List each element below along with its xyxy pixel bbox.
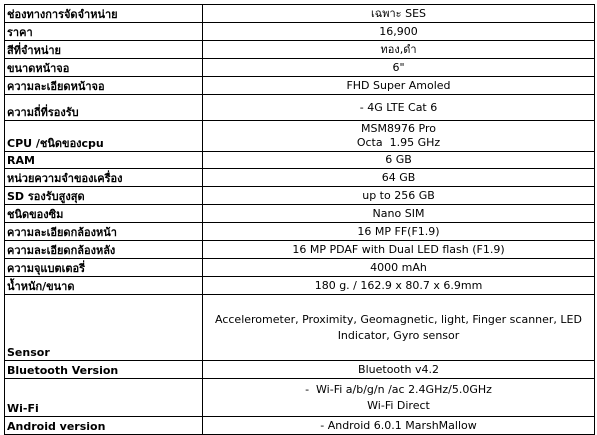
spec-value [203,277,595,295]
spec-value-line: Octa 1.95 GHz [356,136,441,149]
spec-label: CPU /ชนิดของcpu [5,121,203,152]
spec-label: Bluetooth Version [5,361,203,379]
spec-row-sd [5,187,595,205]
spec-row-ram [5,152,595,169]
spec-value [203,379,595,417]
spec-row-screen-resolution [5,77,595,95]
spec-row-front-camera [5,223,595,241]
spec-value [203,169,595,187]
spec-label: ขนาดหน้าจอ [5,59,203,77]
spec-label: ความถี่ที่รองรับ [5,95,203,121]
spec-value [203,95,595,121]
spec-value-line: 6" [392,60,405,74]
spec-row-sensor [5,295,595,361]
spec-label: ความละเอียดกล้องหน้า [5,223,203,241]
spec-row-sim [5,205,595,223]
spec-value-line: เฉพาะ SES [371,6,426,20]
spec-row-battery [5,259,595,277]
spec-value [203,59,595,77]
spec-value-line: - Android 6.0.1 MarshMallow [320,418,477,432]
spec-label: Sensor [5,295,203,361]
spec-value-line: Wi-Fi Direct [367,398,430,412]
spec-value [203,417,595,435]
spec-label: SD รองรับสูงสุด [5,187,203,205]
spec-label: RAM [5,152,203,169]
spec-label: ราคา [5,23,203,41]
spec-value-line: ทอง,ดำ [380,42,417,56]
spec-value-line: Bluetooth v4.2 [358,362,439,376]
spec-row-price [5,23,595,41]
spec-row-cpu [5,121,595,152]
spec-label: Wi-Fi [5,379,203,417]
spec-label: ชนิดของซิม [5,205,203,223]
spec-label: ความจุแบตเตอรี่ [5,259,203,277]
spec-value-line: Accelerometer, Proximity, Geomagnetic, light, Finger scanner, LED Indicator, Gyro sensor [215,312,582,342]
spec-value [203,152,595,169]
spec-value-line: MSM8976 Pro [361,122,436,135]
spec-label: น้ำหนัก/ขนาด [5,277,203,295]
spec-value [203,241,595,259]
spec-value [203,23,595,41]
spec-row-colors [5,41,595,59]
spec-label: ความละเอียดกล้องหลัง [5,241,203,259]
spec-value-line: 180 g. / 162.9 x 80.7 x 6.9mm [314,278,483,292]
spec-value [203,205,595,223]
spec-value [203,259,595,277]
spec-row-bluetooth [5,361,595,379]
spec-value-line: 6 GB [385,153,412,166]
spec-value [203,77,595,95]
spec-value [203,5,595,23]
spec-value [203,41,595,59]
spec-value-line: - 4G LTE Cat 6 [359,100,438,114]
spec-row-android [5,417,595,435]
spec-value-line: FHD Super Amoled [346,78,451,92]
spec-value-line: 4000 mAh [370,260,427,274]
spec-label: Android version [5,417,203,435]
spec-label: ช่องทางการจัดจำหน่าย [5,5,203,23]
spec-row-channel [5,5,595,23]
spec-row-rear-camera [5,241,595,259]
spec-row-screen-size [5,59,595,77]
spec-value [203,121,595,152]
spec-table [4,4,595,435]
spec-value [203,295,595,361]
spec-row-weight-size [5,277,595,295]
spec-label: ความละเอียดหน้าจอ [5,77,203,95]
spec-value [203,223,595,241]
spec-value [203,361,595,379]
spec-value [203,187,595,205]
spec-row-frequency [5,95,595,121]
spec-value-line: up to 256 GB [362,188,435,202]
spec-value-line: 16,900 [379,24,418,38]
spec-row-storage [5,169,595,187]
spec-value-line: 64 GB [381,170,416,184]
spec-value-line: 16 MP PDAF with Dual LED flash (F1.9) [292,242,505,256]
spec-label: สีที่จำหน่าย [5,41,203,59]
spec-value-line: 16 MP FF(F1.9) [357,224,440,238]
spec-value-line: Nano SIM [372,206,425,220]
spec-label: หน่วยความจำของเครื่อง [5,169,203,187]
spec-value-line: - Wi-Fi a/b/g/n /ac 2.4GHz/5.0GHz [305,382,492,396]
spec-row-wifi [5,379,595,417]
